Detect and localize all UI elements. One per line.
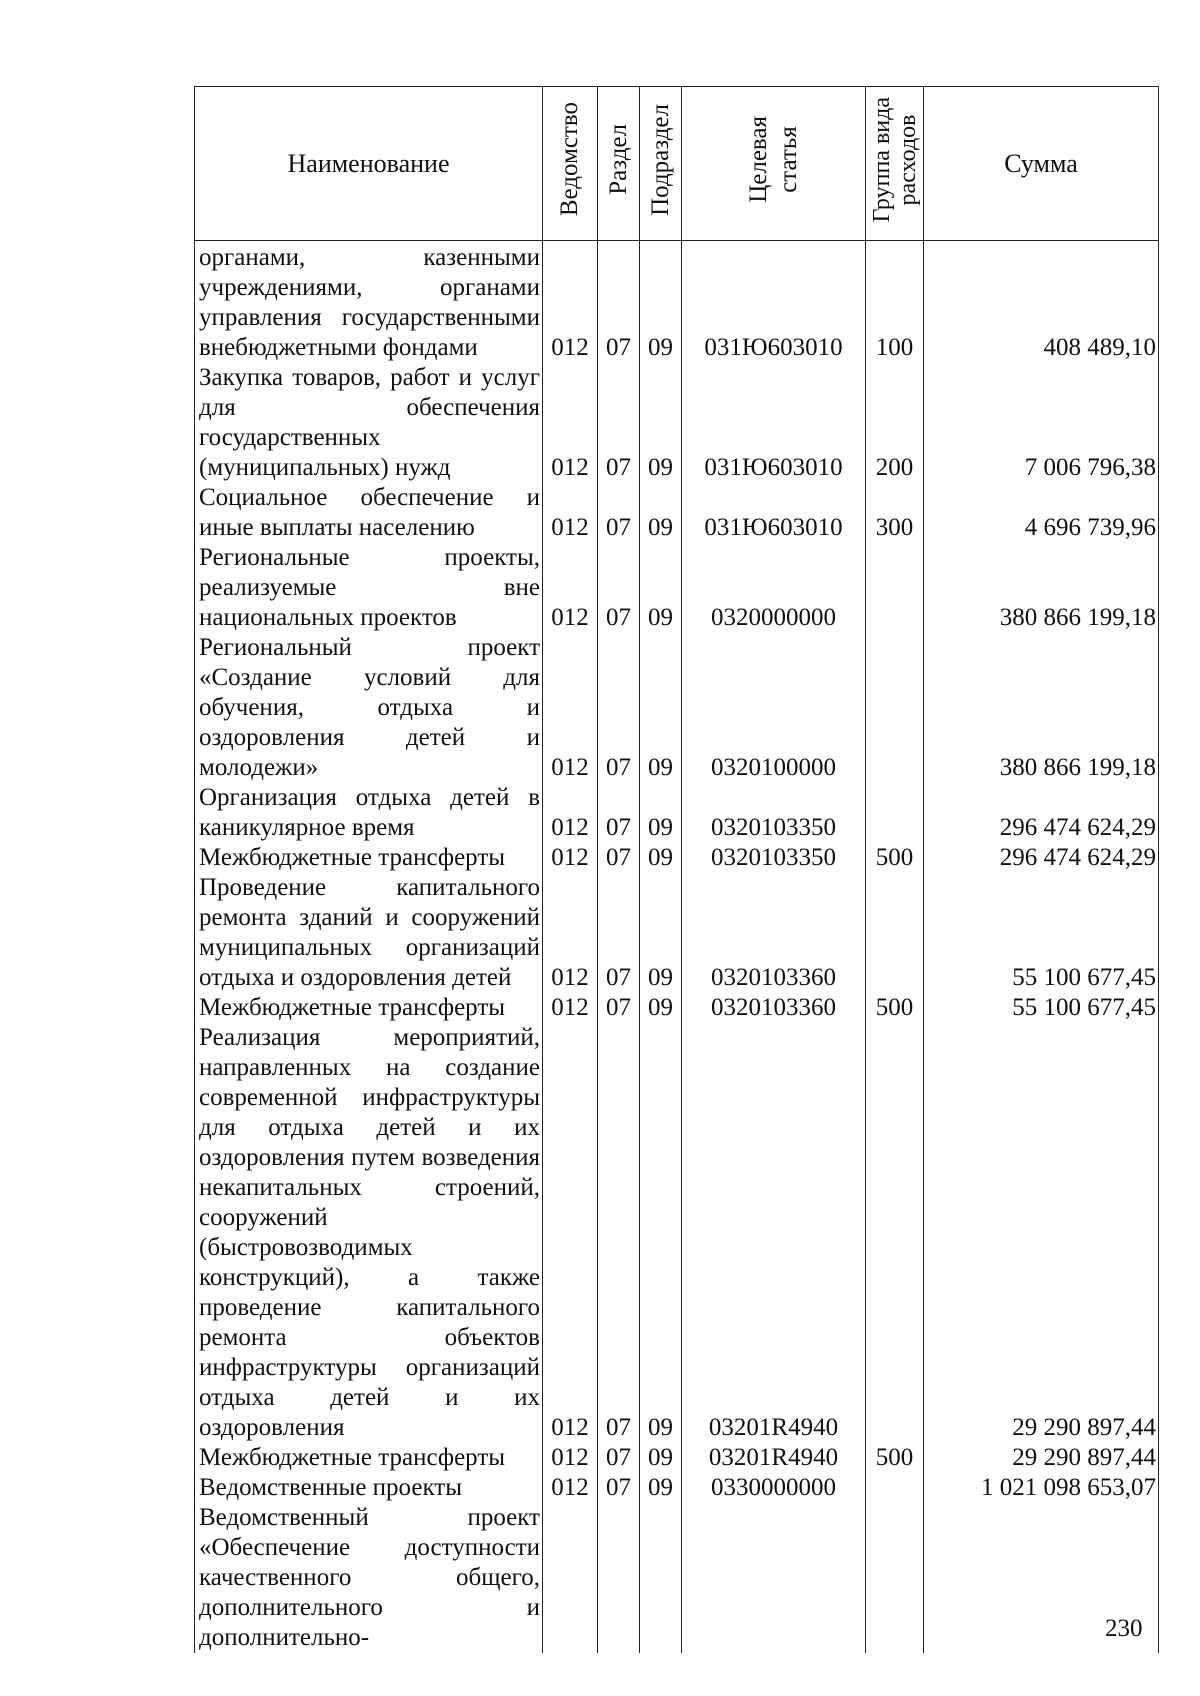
budget-table: [194, 86, 1159, 1653]
table-row: [195, 873, 1159, 993]
row-name: Проведение капитального ремонта зданий и сооружений муниципальных организаций отдыха и оздоровления детей: [195, 873, 543, 993]
row-department: 012: [543, 241, 598, 364]
row-subsection: 09: [640, 783, 682, 843]
row-expense-group: [866, 633, 924, 783]
row-section: 07: [598, 783, 640, 843]
row-department: 012: [543, 1473, 598, 1503]
row-department: 012: [543, 993, 598, 1023]
row-department: 012: [543, 363, 598, 483]
header-expense-group: Группа вида расходов: [866, 87, 924, 241]
row-expense-group: [866, 783, 924, 843]
row-expense-group: 300: [866, 483, 924, 543]
row-name: Ведомственные проекты: [195, 1473, 543, 1503]
row-expense-group: 500: [866, 843, 924, 873]
row-amount: 380 866 199,18: [924, 543, 1159, 633]
row-target-article: 0320103350: [682, 783, 866, 843]
row-section: 07: [598, 363, 640, 483]
row-target-article: 0320103350: [682, 843, 866, 873]
table-row: [195, 543, 1159, 633]
row-name: Межбюджетные трансферты: [195, 1443, 543, 1473]
row-section: 07: [598, 633, 640, 783]
row-subsection: 09: [640, 1023, 682, 1443]
row-name: органами, казенными учреждениями, органами управления государственными внебюджетными фондами: [195, 241, 543, 364]
row-name: Организация отдыха детей в каникулярное время: [195, 783, 543, 843]
row-section: 07: [598, 241, 640, 364]
header-subsection: Подраздел: [640, 87, 682, 241]
row-department: 012: [543, 783, 598, 843]
row-target-article: 0320103360: [682, 993, 866, 1023]
row-subsection: 09: [640, 1443, 682, 1473]
row-target-article: 0320000000: [682, 543, 866, 633]
row-amount: 408 489,10: [924, 241, 1159, 364]
row-section: [598, 1503, 640, 1653]
row-subsection: 09: [640, 543, 682, 633]
row-target-article: [682, 1503, 866, 1653]
table-row: [195, 843, 1159, 873]
row-amount: 296 474 624,29: [924, 843, 1159, 873]
row-expense-group: 100: [866, 241, 924, 364]
header-department: Ведомство: [543, 87, 598, 241]
row-department: 012: [543, 483, 598, 543]
row-expense-group: 500: [866, 993, 924, 1023]
row-target-article: 0320103360: [682, 873, 866, 993]
row-expense-group: 200: [866, 363, 924, 483]
row-section: 07: [598, 873, 640, 993]
header-name: Наименование: [195, 87, 543, 241]
row-amount: 7 006 796,38: [924, 363, 1159, 483]
row-section: 07: [598, 1473, 640, 1503]
table-row: [195, 241, 1159, 364]
row-name: Межбюджетные трансферты: [195, 843, 543, 873]
page-number: 230: [1105, 1615, 1143, 1642]
row-subsection: 09: [640, 483, 682, 543]
row-name: Межбюджетные трансферты: [195, 993, 543, 1023]
row-target-article: 031Ю603010: [682, 241, 866, 364]
row-name: Региональный проект «Создание условий для обучения, отдыха и оздоровления детей и молодежи»: [195, 633, 543, 783]
header-row: [195, 87, 1159, 241]
row-subsection: 09: [640, 363, 682, 483]
row-section: 07: [598, 543, 640, 633]
row-amount: 380 866 199,18: [924, 633, 1159, 783]
row-department: 012: [543, 843, 598, 873]
row-section: 07: [598, 1443, 640, 1473]
table-row: [195, 633, 1159, 783]
row-name: Ведомственный проект «Обеспечение доступности качественного общего, дополнительного и дополнительно-: [195, 1503, 543, 1653]
row-subsection: [640, 1503, 682, 1653]
row-amount: 29 290 897,44: [924, 1023, 1159, 1443]
row-subsection: 09: [640, 843, 682, 873]
row-expense-group: [866, 543, 924, 633]
row-amount: 296 474 624,29: [924, 783, 1159, 843]
row-target-article: 0330000000: [682, 1473, 866, 1503]
row-department: 012: [543, 1443, 598, 1473]
table-row: [195, 993, 1159, 1023]
row-subsection: 09: [640, 993, 682, 1023]
row-amount: 1 021 098 653,07: [924, 1473, 1159, 1503]
row-expense-group: [866, 873, 924, 993]
row-target-article: 031Ю603010: [682, 483, 866, 543]
table-row: [195, 483, 1159, 543]
table-row: [195, 1443, 1159, 1473]
row-department: 012: [543, 873, 598, 993]
row-name: Реализация мероприятий, направленных на создание современной инфраструктуры для отдыха детей и их оздоровления путем возведения некапитальных строений, сооружений (быстровозводимых конструкций), а также проведение капитального ремонта объектов инфраструктуры организаций отдыха детей и их оздоровления: [195, 1023, 543, 1443]
row-name: Региональные проекты, реализуемые вне национальных проектов: [195, 543, 543, 633]
row-amount: 4 696 739,96: [924, 483, 1159, 543]
row-expense-group: [866, 1473, 924, 1503]
header-section: Раздел: [598, 87, 640, 241]
row-target-article: 0320100000: [682, 633, 866, 783]
row-name: Социальное обеспечение и иные выплаты населению: [195, 483, 543, 543]
row-department: 012: [543, 1023, 598, 1443]
row-subsection: 09: [640, 873, 682, 993]
row-expense-group: [866, 1503, 924, 1653]
row-amount: 55 100 677,45: [924, 993, 1159, 1023]
row-department: 012: [543, 543, 598, 633]
row-section: 07: [598, 843, 640, 873]
row-amount: 55 100 677,45: [924, 873, 1159, 993]
row-subsection: 09: [640, 241, 682, 364]
row-expense-group: [866, 1023, 924, 1443]
row-section: 07: [598, 1023, 640, 1443]
row-target-article: 031Ю603010: [682, 363, 866, 483]
row-target-article: 03201R4940: [682, 1023, 866, 1443]
row-department: [543, 1503, 598, 1653]
table-row: [195, 1473, 1159, 1503]
table-row: [195, 363, 1159, 483]
row-section: 07: [598, 993, 640, 1023]
table-row: [195, 1503, 1159, 1653]
row-target-article: 03201R4940: [682, 1443, 866, 1473]
table-row: [195, 783, 1159, 843]
header-amount: Сумма: [924, 87, 1159, 241]
row-subsection: 09: [640, 633, 682, 783]
row-section: 07: [598, 483, 640, 543]
row-amount: 29 290 897,44: [924, 1443, 1159, 1473]
row-name: Закупка товаров, работ и услуг для обеспечения государственных (муниципальных) нужд: [195, 363, 543, 483]
header-target-article: Целевая статья: [682, 87, 866, 241]
row-department: 012: [543, 633, 598, 783]
row-expense-group: 500: [866, 1443, 924, 1473]
row-subsection: 09: [640, 1473, 682, 1503]
table-row: [195, 1023, 1159, 1443]
